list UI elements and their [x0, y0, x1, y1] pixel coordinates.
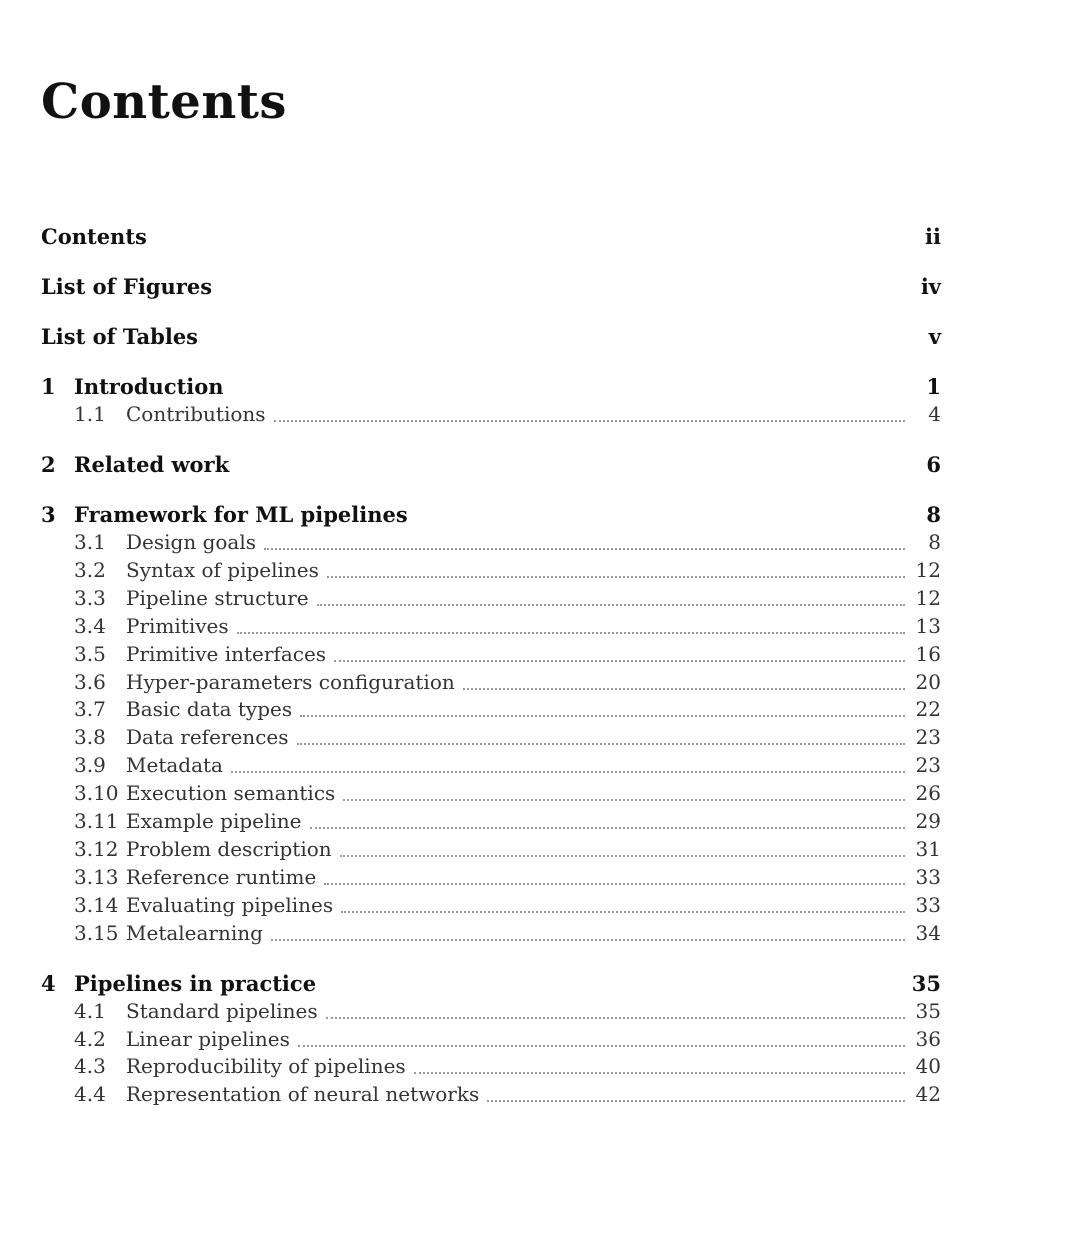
dot-leader	[300, 715, 905, 717]
entry-title: Execution semantics	[126, 781, 336, 806]
toc-entry-section[interactable]	[41, 865, 941, 893]
section-number: 4.2	[74, 1026, 106, 1051]
section-number: 3.10	[74, 781, 119, 806]
section-number: 3.8	[74, 725, 106, 750]
chapter-number: 2	[41, 452, 56, 477]
dot-leader	[327, 576, 905, 578]
section-number: 1.1	[74, 402, 106, 426]
section-number: 3.7	[74, 697, 106, 722]
toc-entry-section[interactable]	[41, 670, 941, 698]
toc-entry-front-matter[interactable]	[41, 324, 941, 352]
section-number: 3.1	[74, 530, 106, 554]
toc-entry-section[interactable]	[41, 725, 941, 753]
entry-title: Primitive interfaces	[126, 641, 327, 666]
section-number: 3.6	[74, 669, 106, 694]
page-number: 23	[915, 753, 941, 778]
dot-leader	[298, 1045, 905, 1047]
section-number: 3.5	[74, 641, 106, 666]
page-number: 42	[915, 1082, 941, 1107]
chapter-number: 1	[41, 374, 56, 399]
entry-title: Contributions	[126, 402, 266, 426]
toc-entry-section[interactable]	[41, 1082, 941, 1110]
page-number: 33	[915, 864, 941, 889]
dot-leader	[231, 771, 905, 773]
page-number: 13	[915, 613, 941, 638]
page-title: Contents	[41, 74, 287, 130]
page-number: 35	[915, 998, 941, 1023]
page-number: 6	[926, 452, 941, 477]
toc-entry-section[interactable]	[41, 893, 941, 921]
entry-title: Data references	[126, 725, 289, 750]
dot-leader	[317, 604, 905, 606]
dot-leader	[343, 799, 905, 801]
dot-leader	[414, 1072, 905, 1074]
page-number: v	[928, 324, 941, 349]
toc-entry-section[interactable]	[41, 530, 941, 558]
entry-title: Representation of neural networks	[126, 1082, 480, 1107]
page-number: 4	[928, 402, 941, 426]
entry-title: Metalearning	[126, 920, 263, 945]
dot-leader	[310, 827, 905, 829]
section-number: 3.2	[74, 557, 106, 582]
toc-entry-section[interactable]	[41, 586, 941, 614]
page-number: 22	[915, 697, 941, 722]
toc-entry-section[interactable]	[41, 753, 941, 781]
section-number: 3.3	[74, 585, 106, 610]
page-number: 35	[911, 970, 941, 996]
entry-title: Basic data types	[126, 697, 293, 722]
page-number: 26	[915, 781, 941, 806]
toc-entry-section[interactable]	[41, 1054, 941, 1082]
page-number: 34	[915, 920, 941, 945]
toc-entry-section[interactable]	[41, 614, 941, 642]
entry-title: Pipeline structure	[126, 585, 309, 610]
section-number: 3.13	[74, 864, 119, 889]
toc-entry-front-matter[interactable]	[41, 224, 941, 252]
page-number: 36	[915, 1026, 941, 1051]
section-number: 3.12	[74, 836, 119, 861]
toc-entry-section[interactable]	[41, 999, 941, 1027]
page-number: 40	[915, 1054, 941, 1079]
dot-leader	[340, 855, 905, 857]
entry-title: Linear pipelines	[126, 1026, 290, 1051]
entry-title: Related work	[74, 452, 230, 477]
page-number: iv	[920, 274, 941, 299]
toc-entry-chapter[interactable]	[41, 374, 941, 402]
dot-leader	[463, 688, 905, 690]
dot-leader	[324, 883, 905, 885]
entry-title: List of Tables	[41, 324, 198, 349]
entry-title: Design goals	[126, 530, 256, 554]
entry-title: Primitives	[126, 613, 229, 638]
entry-title: Framework for ML pipelines	[74, 502, 408, 527]
toc-entry-front-matter[interactable]	[41, 274, 941, 302]
toc-entry-section[interactable]	[41, 697, 941, 725]
entry-title: Standard pipelines	[126, 998, 318, 1023]
toc-entry-section[interactable]	[41, 558, 941, 586]
toc-entry-section[interactable]	[41, 921, 941, 949]
page-number: 23	[915, 725, 941, 750]
entry-title: Syntax of pipelines	[126, 557, 319, 582]
toc-entry-section[interactable]	[41, 837, 941, 865]
toc-entry-section[interactable]	[41, 642, 941, 670]
dot-leader	[341, 911, 905, 913]
toc-entry-chapter[interactable]	[41, 971, 941, 999]
entry-title: Reference runtime	[126, 864, 317, 889]
toc-entry-chapter[interactable]	[41, 502, 941, 530]
page-number: 31	[915, 836, 941, 861]
dot-leader	[274, 420, 905, 422]
toc-entry-section[interactable]	[41, 809, 941, 837]
entry-title: Contents	[41, 224, 147, 249]
page-number: 20	[915, 669, 941, 694]
page-number: 29	[915, 809, 941, 833]
section-number: 3.11	[74, 809, 119, 833]
page-number: 33	[915, 892, 941, 917]
dot-leader	[271, 939, 905, 941]
page-number: 1	[926, 374, 941, 399]
entry-title: Evaluating pipelines	[126, 892, 334, 917]
chapter-number: 3	[41, 502, 56, 527]
page-number: 12	[915, 585, 941, 610]
entry-title: Hyper-parameters configuration	[126, 669, 455, 694]
page-number: 8	[928, 530, 941, 554]
entry-title: Problem description	[126, 836, 332, 861]
page-number: 12	[915, 557, 941, 582]
entry-title: Reproducibility of pipelines	[126, 1054, 406, 1079]
page-number: 8	[926, 502, 941, 527]
section-number: 4.4	[74, 1082, 106, 1107]
chapter-number: 4	[41, 970, 56, 996]
dot-leader	[326, 1017, 905, 1019]
dot-leader	[334, 660, 905, 662]
page-number: 16	[915, 641, 941, 666]
toc-entry-section[interactable]	[41, 402, 941, 430]
entry-title: Example pipeline	[126, 809, 302, 833]
dot-leader	[237, 632, 905, 634]
toc-entry-section[interactable]	[41, 1027, 941, 1055]
page-number: ii	[925, 224, 941, 249]
entry-title: Introduction	[74, 374, 224, 399]
section-number: 4.1	[74, 998, 106, 1023]
dot-leader	[487, 1100, 905, 1102]
dot-leader	[264, 548, 905, 550]
dot-leader	[297, 743, 906, 745]
toc-entry-chapter[interactable]	[41, 452, 941, 480]
entry-title: Metadata	[126, 753, 223, 778]
section-number: 3.9	[74, 753, 106, 778]
section-number: 4.3	[74, 1054, 106, 1079]
section-number: 3.15	[74, 920, 119, 945]
section-number: 3.4	[74, 613, 106, 638]
entry-title: List of Figures	[41, 274, 213, 299]
entry-title: Pipelines in practice	[74, 970, 317, 996]
toc-entry-section[interactable]	[41, 781, 941, 809]
section-number: 3.14	[74, 892, 119, 917]
